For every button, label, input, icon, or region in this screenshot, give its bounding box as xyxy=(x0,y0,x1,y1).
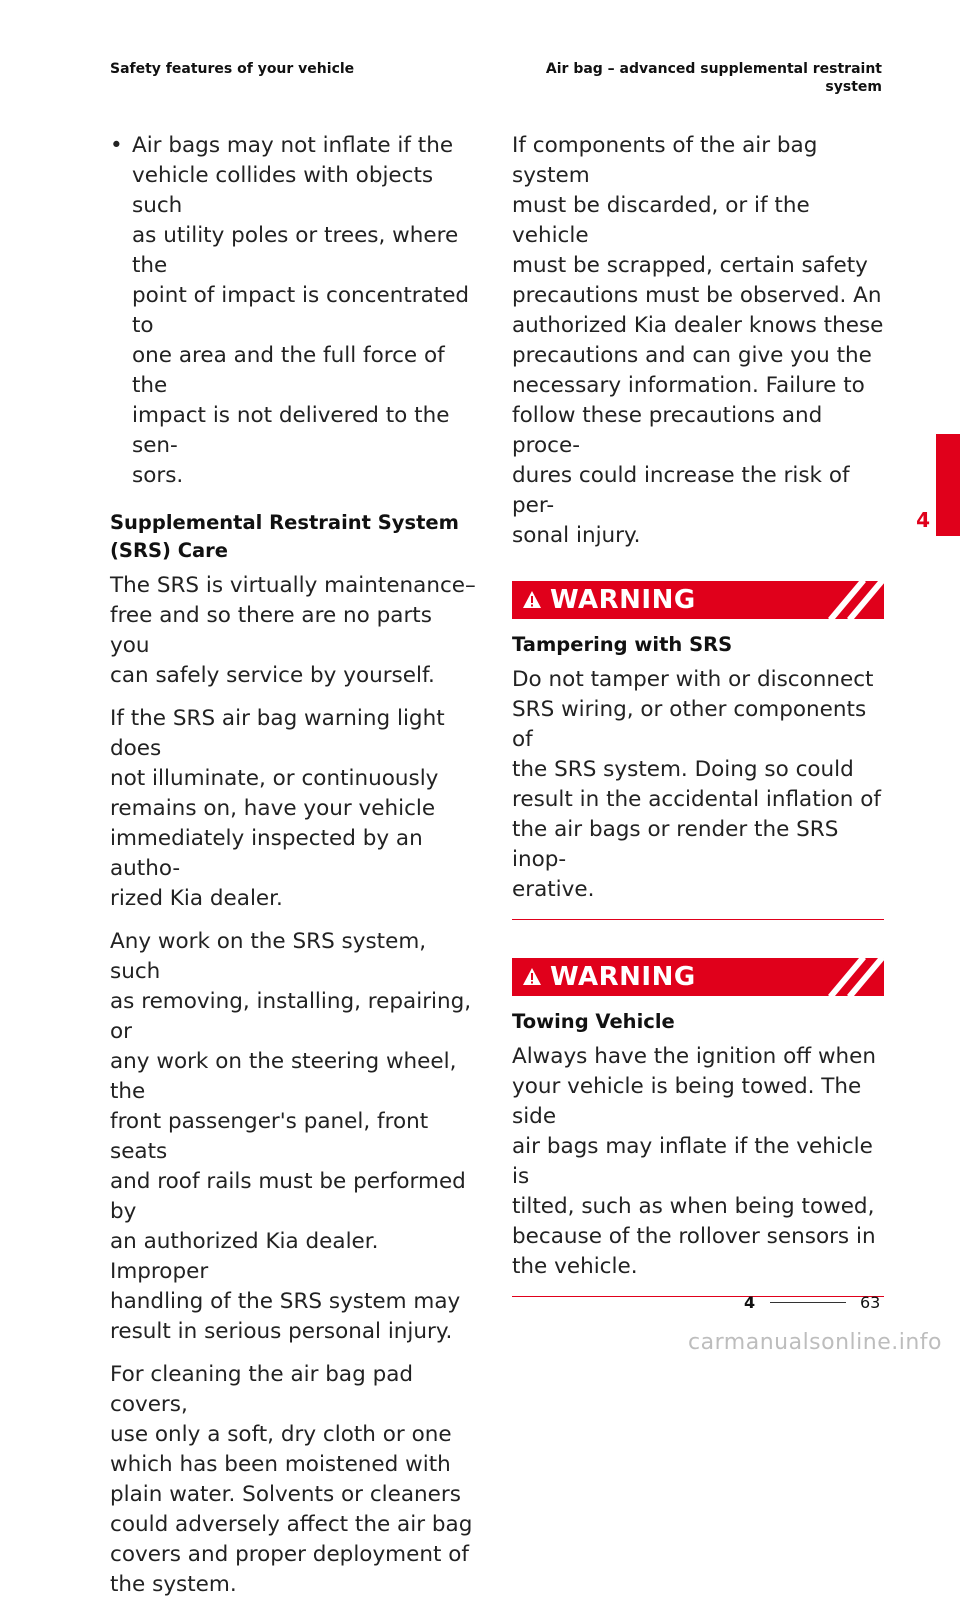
warning-divider xyxy=(512,919,884,920)
bullet-line: sors. xyxy=(132,463,184,488)
left-column xyxy=(110,131,478,1613)
warning-label: WARNING xyxy=(550,585,696,615)
bullet-line: Air bags may not inflate if the xyxy=(132,133,454,158)
warning-label: WARNING xyxy=(550,962,696,992)
paragraph-line: authorized Kia dealer knows these xyxy=(512,313,884,338)
bullet-line: vehicle collides with objects such xyxy=(132,163,434,218)
paragraph-line: the system. xyxy=(110,1572,237,1597)
paragraph-line: handling of the SRS system may xyxy=(110,1289,461,1314)
warning-triangle-icon xyxy=(522,590,542,610)
warning-line: result in the accidental inflation of xyxy=(512,787,881,812)
warning-line: the vehicle. xyxy=(512,1254,638,1279)
paragraph-line: could adversely affect the air bag xyxy=(110,1512,473,1537)
watermark: carmanualsonline.info xyxy=(688,1330,942,1355)
bullet-line: as utility poles or trees, where the xyxy=(132,223,459,278)
warning-title: Towing Vehicle xyxy=(512,1010,675,1033)
warning-line: Do not tamper with or disconnect xyxy=(512,667,874,692)
paragraph-line: use only a soft, dry cloth or one xyxy=(110,1422,452,1447)
warning-text xyxy=(512,665,884,905)
warning-banner xyxy=(512,581,884,619)
paragraph-line: and roof rails must be performed by xyxy=(110,1169,466,1224)
paragraph-line: front passenger's panel, front seats xyxy=(110,1109,429,1164)
warning-line: erative. xyxy=(512,877,595,902)
running-header-right-line1: Air bag – advanced supplemental restraint xyxy=(545,61,882,77)
paragraph-line: must be scrapped, certain safety xyxy=(512,253,868,278)
warning-line: air bags may inflate if the vehicle is xyxy=(512,1134,873,1189)
warning-line: the SRS system. Doing so could xyxy=(512,757,854,782)
warning-line: tilted, such as when being towed, xyxy=(512,1194,875,1219)
paragraph xyxy=(110,927,478,1347)
paragraph-line: can safely service by yourself. xyxy=(110,663,435,688)
bullet-line: impact is not delivered to the sen- xyxy=(132,403,450,458)
bullet-mark: • xyxy=(110,133,123,158)
running-header-right xyxy=(522,60,882,96)
paragraph-line: plain water. Solvents or cleaners xyxy=(110,1482,461,1507)
warning-title: Tampering with SRS xyxy=(512,633,733,656)
paragraph-line: sonal injury. xyxy=(512,523,641,548)
paragraph xyxy=(110,1360,478,1600)
paragraph-line: The SRS is virtually maintenance– xyxy=(110,573,476,598)
warning-line: because of the rollover sensors in xyxy=(512,1224,876,1249)
bullet-item xyxy=(110,131,478,491)
paragraph-line: follow these precautions and proce- xyxy=(512,403,823,458)
paragraph xyxy=(110,704,478,914)
paragraph-line: rized Kia dealer. xyxy=(110,886,283,911)
warning-text xyxy=(512,1042,884,1282)
chapter-tab-number: 4 xyxy=(916,508,930,532)
right-column xyxy=(512,131,884,1335)
paragraph-line: If the SRS air bag warning light does xyxy=(110,706,445,761)
footer-divider xyxy=(770,1302,846,1303)
paragraph xyxy=(512,131,884,551)
warning-banner xyxy=(512,958,884,996)
warning-triangle-icon xyxy=(522,967,542,987)
warning-box xyxy=(512,581,884,920)
paragraph-line: which has been moistened with xyxy=(110,1452,451,1477)
paragraph-line: remains on, have your vehicle xyxy=(110,796,436,821)
running-header-right-line2: system xyxy=(825,79,882,95)
paragraph-line: result in serious personal injury. xyxy=(110,1319,453,1344)
paragraph-line: any work on the steering wheel, the xyxy=(110,1049,457,1104)
section-heading-line: (SRS) Care xyxy=(110,539,229,562)
paragraph-line: precautions must be observed. An xyxy=(512,283,882,308)
paragraph-line: For cleaning the air bag pad covers, xyxy=(110,1362,414,1417)
section-heading-line: Supplemental Restraint System xyxy=(110,511,459,534)
warning-divider xyxy=(512,1296,884,1297)
paragraph-line: If components of the air bag system xyxy=(512,133,818,188)
bullet-line: one area and the full force of the xyxy=(132,343,445,398)
paragraph-line: Any work on the SRS system, such xyxy=(110,929,427,984)
section-heading xyxy=(110,509,478,565)
paragraph-line: as removing, installing, repairing, or xyxy=(110,989,472,1044)
paragraph-line: free and so there are no parts you xyxy=(110,603,432,658)
warning-line: SRS wiring, or other components of xyxy=(512,697,867,752)
warning-line: Always have the ignition off when xyxy=(512,1044,877,1069)
chapter-tab xyxy=(936,434,960,536)
paragraph-line: precautions and can give you the xyxy=(512,343,872,368)
paragraph-line: dures could increase the risk of per- xyxy=(512,463,850,518)
warning-line: your vehicle is being towed. The side xyxy=(512,1074,862,1129)
paragraph-line: an authorized Kia dealer. Improper xyxy=(110,1229,379,1284)
footer-chapter-number: 4 xyxy=(744,1293,756,1312)
paragraph xyxy=(110,571,478,691)
bullet-line: point of impact is concentrated to xyxy=(132,283,470,338)
paragraph-line: covers and proper deployment of xyxy=(110,1542,469,1567)
page-number: 63 xyxy=(860,1293,881,1312)
paragraph-line: not illuminate, or continuously xyxy=(110,766,439,791)
warning-box xyxy=(512,958,884,1297)
running-header-left: Safety features of your vehicle xyxy=(110,61,355,77)
paragraph-line: must be discarded, or if the vehicle xyxy=(512,193,810,248)
warning-line: the air bags or render the SRS inop- xyxy=(512,817,839,872)
paragraph-line: immediately inspected by an autho- xyxy=(110,826,423,881)
paragraph-line: necessary information. Failure to xyxy=(512,373,865,398)
